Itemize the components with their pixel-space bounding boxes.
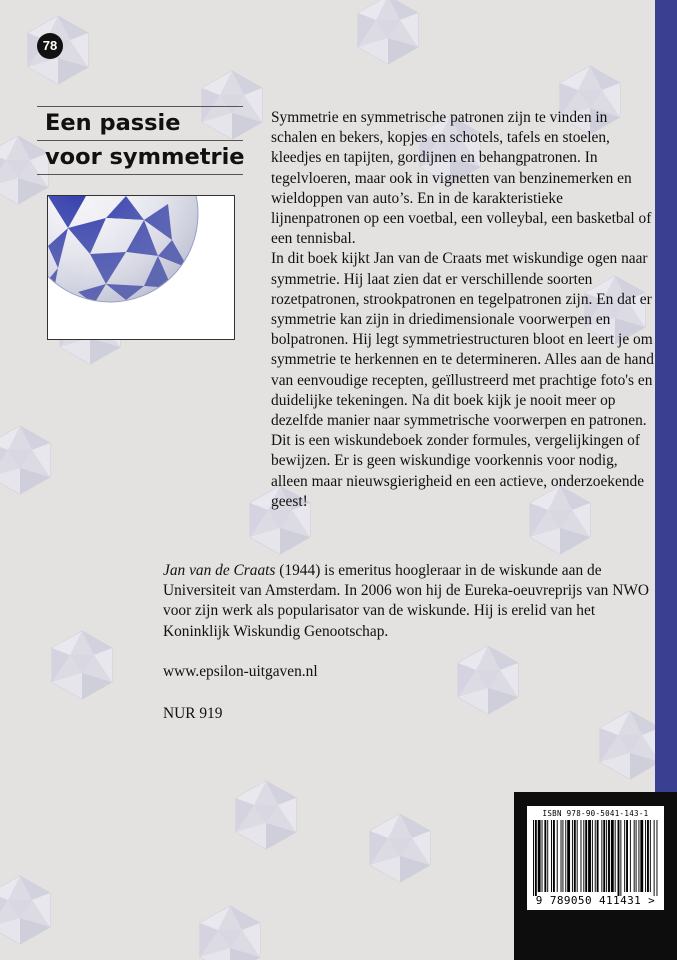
isbn-label: ISBN 978-90-5041-143-1 [542,809,649,818]
nur-code: NUR 919 [163,705,223,722]
author-bio: (1944) is emeritus hoogleraar in de wiskunde aan de Universiteit van Amsterdam. In 2006 won hij de Eureka-oeuvreprijs van NWO voor zijn werk als popularisator van de wiskunde. Hij is erelid van het Koninklijk Wiskundig Genootschap. [163,562,649,640]
ball-image-frame [47,195,235,340]
blurb-part-2: In dit boek kijkt Jan van de Craats met wiskundige ogen naar symmetrie. Hij laat zien dat er verschillende soorten rozetpatronen, strookpatronen en tegelpatronen zijn. En dat er symmetrie kan zijn in driedimensionale voorwerpen en bolpatronen. Hij legt symmetriestructuren bloot en leert je om symmetrie te herkennen en te determineren. Alles aan de hand van eenvoudige recepten, geïllustreerd met prachtige foto's en duidelijke tekeningen. Na dit boek kijk je nooit meer op dezelfde manier naar symmetrische voorwerpen en patronen. [271,250,654,430]
author-name: Jan van de Craats [163,562,276,579]
title-block [37,106,243,175]
title-line-1: Een passie [37,106,243,140]
barcode-bars [531,820,660,896]
page-number-badge: 78 [37,33,63,59]
barcode [527,806,664,910]
blurb-part-3: Dit is een wiskundeboek zonder formules, vergelijkingen of bewijzen. Er is geen wiskundige voorkennis voor nodig, alleen maar nieuwsgierigheid en een actieve, onderzoekende geest! [271,432,645,510]
isbn-digits: 9 789050 411431 > [535,894,656,907]
symmetry-ball-image [48,196,234,339]
author-paragraph [163,561,655,642]
publisher-website[interactable]: www.epsilon-uitgaven.nl [163,663,318,680]
blurb-part-1: Symmetrie en symmetrische patronen zijn te vinden in schalen en bekers, kopjes en schotels, tafels en stoelen, kleedjes en tapijten, gordijnen en behangpatronen. In tegelvloeren, maar ook in vignetten van benzinemerken en wieldoppen van auto’s. En in de karakteristieke lijnenpatronen op een voetbal, een volleybal, een basketbal of een tennisbal. [271,109,652,248]
blurb-paragraph [271,108,655,512]
barcode-panel [514,792,677,960]
title-line-2: voor symmetrie [37,140,243,175]
